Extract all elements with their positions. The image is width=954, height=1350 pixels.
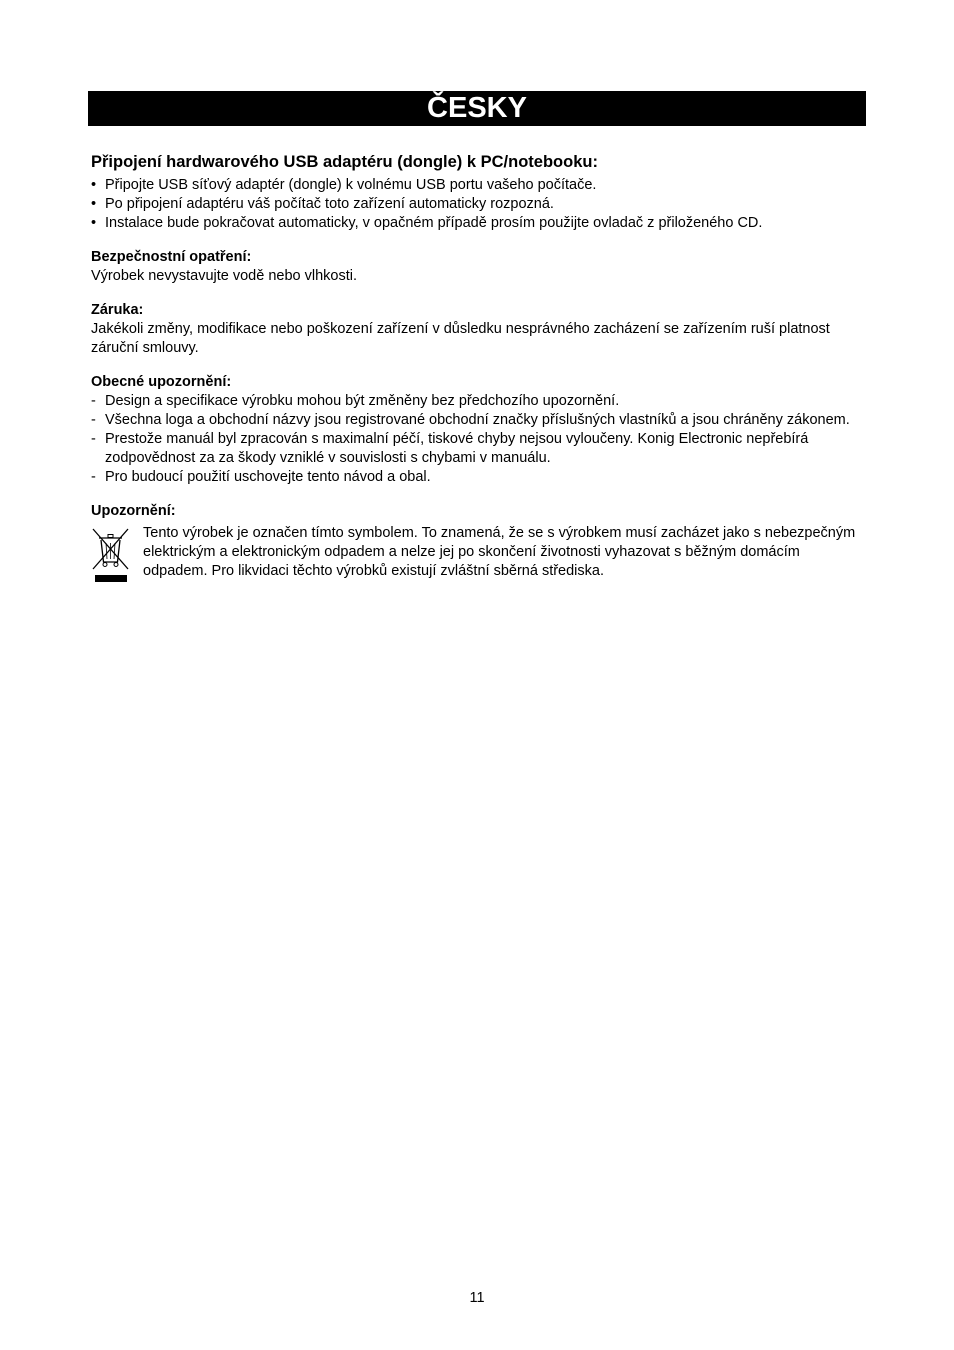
dash-marker: - [91,393,96,409]
list-item-text: Po připojení adaptéru váš počítač toto zařízení automaticky rozpozná. [105,196,554,212]
list-item-text: Prestože manuál byl zpracován s maximalní péčí, tiskové chyby nejsou vyloučeny. Konig Electronic nepřebírá zodpovědnost za za škody vzniklé v souvislosti s chybami v manuálu. [105,431,809,466]
list-item [91,468,861,487]
warranty-section [91,301,861,358]
list-item-text: Všechna loga a obchodní názvy jsou registrované obchodní značky příslušných vlastníků a jsou chráněny zákonem. [105,412,850,428]
language-banner [88,91,866,126]
general-section [91,373,861,487]
general-list [91,392,861,487]
weee-crossed-bin-icon [91,525,131,583]
notice-text: Tento výrobek je označen tímto symbolem. To znamená, že se s výrobkem musí zacházet jako s nebezpečným elektrickým a elektronickým odpadem a nelze jej po skončení životnosti vyhazovat s běžným domácím odpadem. Pro likvidaci těchto výrobků existují zvláštní sběrná střediska. [143,525,856,579]
list-item [91,411,861,430]
page-title: ČESKY [427,92,527,124]
bullet-marker: • [91,196,97,212]
list-item [91,195,861,214]
safety-text: Výrobek nevystavujte vodě nebo vlhkosti. [91,268,357,284]
warranty-text: Jakékoli změny, modifikace nebo poškození zařízení v důsledku nesprávného zacházení se zařízením ruší platnost záruční smlouvy. [91,321,830,356]
warranty-heading: Záruka: [91,302,144,318]
document-body [91,152,861,598]
safety-section [91,248,861,286]
usb-section [91,152,861,233]
dash-marker: - [91,412,96,428]
notice-heading: Upozornění: [91,503,176,519]
list-item-text: Design a specifikace výrobku mohou být změněny bez předchozího upozornění. [105,393,620,409]
list-item [91,392,861,411]
list-item [91,176,861,195]
safety-heading: Bezpečnostní opatření: [91,249,252,265]
page-number: 11 [469,1290,485,1306]
list-item [91,430,861,468]
dash-marker: - [91,469,96,485]
bullet-marker: • [91,215,97,231]
notice-section [91,502,861,583]
usb-heading: Připojení hardwarového USB adaptéru (dongle) k PC/notebooku: [91,153,598,171]
dash-marker: - [91,431,96,447]
list-item-text: Pro budoucí použití uschovejte tento návod a obal. [105,469,431,485]
weee-notice [91,523,861,583]
list-item-text: Připojte USB síťový adaptér (dongle) k volnému USB portu vašeho počítače. [105,177,597,193]
usb-list [91,176,861,233]
list-item-text: Instalace bude pokračovat automaticky, v opačném případě prosím použijte ovladač z přiloženého CD. [105,215,763,231]
bullet-marker: • [91,177,97,193]
list-item [91,214,861,233]
general-heading: Obecné upozornění: [91,374,232,390]
